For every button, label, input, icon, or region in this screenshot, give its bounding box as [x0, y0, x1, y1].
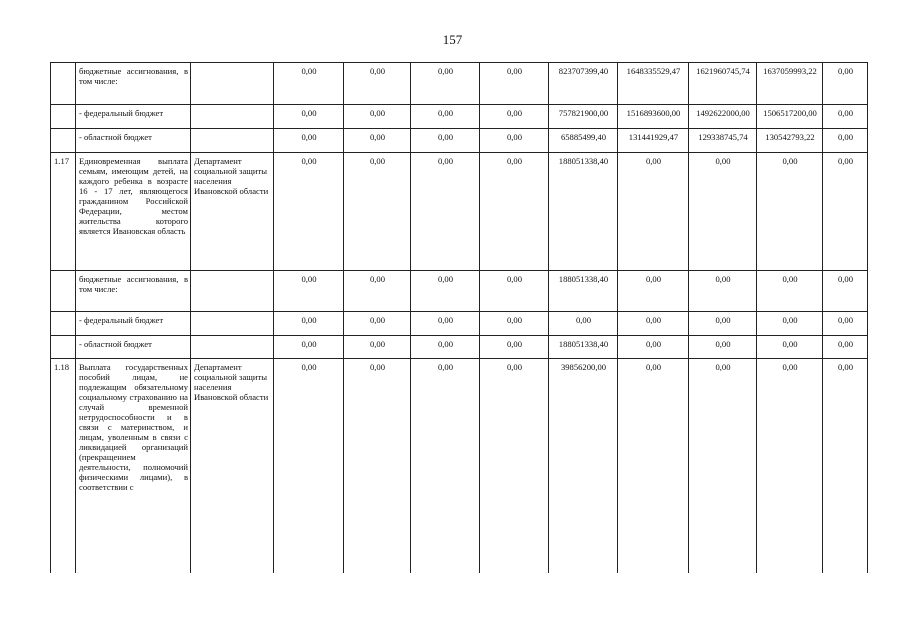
table-row [51, 153, 868, 271]
value-cell: 0,00 [823, 129, 868, 153]
value-cell: 0,00 [274, 336, 344, 359]
value-cell: 0,00 [757, 359, 823, 573]
value-cell: 0,00 [618, 336, 689, 359]
table-row [51, 63, 868, 105]
value-cell: 0,00 [411, 129, 480, 153]
value-cell: 0,00 [411, 271, 480, 312]
row-index-cell: 1.18 [51, 359, 76, 573]
value-cell: 0,00 [480, 63, 549, 105]
value-cell: 0,00 [344, 105, 411, 129]
value-cell: 1648335529,47 [618, 63, 689, 105]
row-executor-cell [191, 312, 274, 336]
value-cell: 0,00 [757, 336, 823, 359]
value-cell: 1621960745,74 [689, 63, 757, 105]
value-cell: 0,00 [689, 153, 757, 271]
value-cell: 0,00 [480, 359, 549, 573]
value-cell: 130542793,22 [757, 129, 823, 153]
value-cell: 188051338,40 [549, 336, 618, 359]
budget-table [50, 62, 868, 573]
value-cell: 0,00 [274, 105, 344, 129]
table-row [51, 271, 868, 312]
value-cell: 0,00 [689, 271, 757, 312]
value-cell: 0,00 [823, 271, 868, 312]
value-cell: 188051338,40 [549, 153, 618, 271]
value-cell: 823707399,40 [549, 63, 618, 105]
value-cell: 0,00 [618, 271, 689, 312]
value-cell: 0,00 [274, 312, 344, 336]
value-cell: 0,00 [823, 312, 868, 336]
table-row [51, 105, 868, 129]
value-cell: 39856200,00 [549, 359, 618, 573]
value-cell: 0,00 [411, 312, 480, 336]
table-row [51, 129, 868, 153]
row-index-cell [51, 105, 76, 129]
row-description-cell: - областной бюджет [76, 129, 191, 153]
table-row [51, 359, 868, 573]
value-cell: 0,00 [689, 312, 757, 336]
row-executor-cell [191, 129, 274, 153]
value-cell: 0,00 [344, 63, 411, 105]
row-index-cell [51, 336, 76, 359]
value-cell: 0,00 [411, 105, 480, 129]
value-cell: 757821900,00 [549, 105, 618, 129]
row-index-cell: 1.17 [51, 153, 76, 271]
page-number: 157 [442, 32, 463, 47]
row-executor-cell [191, 105, 274, 129]
value-cell: 0,00 [823, 336, 868, 359]
value-cell: 0,00 [480, 105, 549, 129]
value-cell: 0,00 [480, 153, 549, 271]
value-cell: 0,00 [757, 312, 823, 336]
value-cell: 0,00 [274, 63, 344, 105]
value-cell: 0,00 [480, 271, 549, 312]
row-description-cell: бюджетные ассигнования, в том числе: [76, 271, 191, 312]
row-description-cell: Выплата государственных пособий лицам, не подлежащим обязательному социальному страхованию на случай временной нетрудоспособности и в связи с материнством, и лицам, уволенным в связи с ликвидацией организаций (прекращением деятельности, полномочий физическими лицами), в соответствии с [76, 359, 191, 573]
value-cell: 0,00 [823, 359, 868, 573]
value-cell: 0,00 [823, 63, 868, 105]
value-cell: 0,00 [823, 105, 868, 129]
value-cell: 1492622000,00 [689, 105, 757, 129]
row-description-cell: - областной бюджет [76, 336, 191, 359]
row-index-cell [51, 63, 76, 105]
budget-table-body [51, 63, 868, 573]
value-cell: 0,00 [618, 359, 689, 573]
value-cell: 0,00 [757, 153, 823, 271]
value-cell: 0,00 [480, 129, 549, 153]
value-cell: 0,00 [274, 271, 344, 312]
row-executor-cell: Департамент социальной защиты населения Ивановской области [191, 359, 274, 573]
row-description-cell: - федеральный бюджет [76, 105, 191, 129]
value-cell: 0,00 [618, 153, 689, 271]
value-cell: 65885499,40 [549, 129, 618, 153]
value-cell: 0,00 [344, 336, 411, 359]
value-cell: 1637059993,22 [757, 63, 823, 105]
value-cell: 1516893600,00 [618, 105, 689, 129]
row-description-cell: бюджетные ассигнования, в том числе: [76, 63, 191, 105]
row-index-cell [51, 271, 76, 312]
row-description-cell: - федеральный бюджет [76, 312, 191, 336]
value-cell: 0,00 [411, 336, 480, 359]
table-row [51, 336, 868, 359]
value-cell: 1506517200,00 [757, 105, 823, 129]
value-cell: 0,00 [823, 153, 868, 271]
value-cell: 131441929,47 [618, 129, 689, 153]
value-cell: 0,00 [549, 312, 618, 336]
value-cell: 0,00 [480, 336, 549, 359]
value-cell: 0,00 [480, 312, 549, 336]
value-cell: 0,00 [344, 153, 411, 271]
value-cell: 0,00 [689, 359, 757, 573]
row-executor-cell [191, 63, 274, 105]
value-cell: 188051338,40 [549, 271, 618, 312]
row-index-cell [51, 129, 76, 153]
row-index-cell [51, 312, 76, 336]
value-cell: 129338745,74 [689, 129, 757, 153]
value-cell: 0,00 [618, 312, 689, 336]
value-cell: 0,00 [274, 129, 344, 153]
value-cell: 0,00 [274, 359, 344, 573]
value-cell: 0,00 [689, 336, 757, 359]
row-executor-cell: Департамент социальной защиты населения Ивановской области [191, 153, 274, 271]
value-cell: 0,00 [344, 359, 411, 573]
row-executor-cell [191, 271, 274, 312]
row-executor-cell [191, 336, 274, 359]
row-description-cell: Единовременная выплата семьям, имеющим детей, на каждого ребенка в возрасте 16 - 17 лет, являющегося гражданином Российской Федерации, местом жительства которого является Ивановская область [76, 153, 191, 271]
value-cell: 0,00 [344, 129, 411, 153]
value-cell: 0,00 [274, 153, 344, 271]
value-cell: 0,00 [411, 63, 480, 105]
value-cell: 0,00 [757, 271, 823, 312]
value-cell: 0,00 [411, 359, 480, 573]
value-cell: 0,00 [411, 153, 480, 271]
value-cell: 0,00 [344, 312, 411, 336]
table-row [51, 312, 868, 336]
value-cell: 0,00 [344, 271, 411, 312]
